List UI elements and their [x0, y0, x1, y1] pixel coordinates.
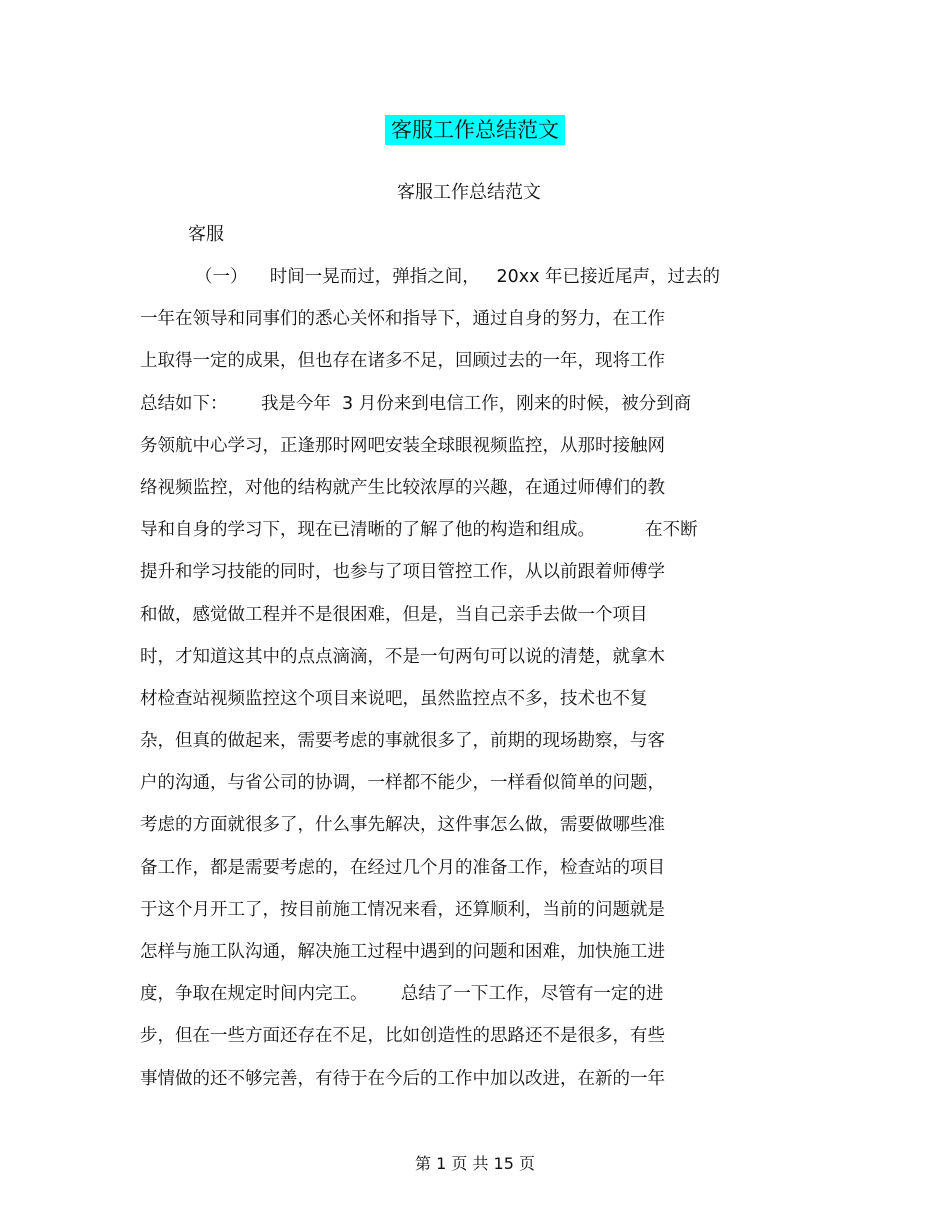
page-footer: 第 1 页 共 15 页: [415, 1154, 535, 1173]
text-line: 度，争取在规定时间内完工。 总结了一下工作，尽管有一定的进: [140, 984, 664, 1005]
text-line: 备工作，都是需要考虑的，在经过几个月的准备工作，检查站的项目: [140, 857, 665, 878]
document-title: [0, 115, 950, 145]
text-line: （一） 时间一晃而过，弹指之间， 20xx 年已接近尾声，过去的: [195, 267, 720, 287]
text-line: 和做，感觉做工程并不是很困难，但是，当自己亲手去做一个项目: [140, 604, 648, 625]
text-line: 上取得一定的成果，但也存在诸多不足，回顾过去的一年，现将工作: [140, 351, 665, 372]
text-line: 杂，但真的做起来，需要考虑的事就很多了，前期的现场勘察，与客: [140, 731, 665, 752]
text-line: 导和自身的学习下，现在已清晰的了解了他的构造和组成。 在不断: [140, 520, 698, 541]
text-line: 提升和学习技能的同时，也参与了项目管控工作，从以前跟着师傅学: [140, 562, 665, 583]
section-label: 客服: [188, 224, 224, 245]
text-line: 户的沟通，与省公司的协调，一样都不能少，一样看似简单的问题，: [140, 773, 665, 794]
text-line: 材检查站视频监控这个项目来说吧，虽然监控点不多，技术也不复: [140, 688, 648, 709]
text-line: 务领航中心学习，正逢那时网吧安装全球眼视频监控，从那时接触网: [140, 435, 665, 456]
text-line: 时，才知道这其中的点点滴滴，不是一句两句可以说的清楚，就拿木: [140, 646, 665, 667]
text-line: 怎样与施工队沟通，解决施工过程中遇到的问题和困难，加快施工进: [140, 942, 665, 962]
text-line: 步，但在一些方面还存在不足，比如创造性的思路还不是很多，有些: [140, 1026, 665, 1047]
text-line: 于这个月开工了，按目前施工情况来看，还算顺利，当前的问题就是: [140, 899, 665, 920]
text-line: 络视频监控，对他的结构就产生比较浓厚的兴趣，在通过师傅们的教: [140, 477, 665, 498]
text-line: 考虑的方面就很多了，什么事先解决，这件事怎么做，需要做哪些准: [140, 815, 665, 836]
document-title-text: 客服工作总结范文: [385, 115, 565, 145]
text-line: 事情做的还不够完善，有待于在今后的工作中加以改进，在新的一年: [140, 1068, 665, 1089]
text-line: 总结如下： 我是今年 3 月份来到电信工作，刚来的时候，被分到商: [140, 393, 692, 414]
text-line: 一年在领导和同事们的悉心关怀和指导下，通过自身的努力，在工作: [140, 309, 665, 330]
body-text: [140, 264, 800, 1108]
document-subtitle: 客服工作总结范文: [397, 182, 541, 203]
